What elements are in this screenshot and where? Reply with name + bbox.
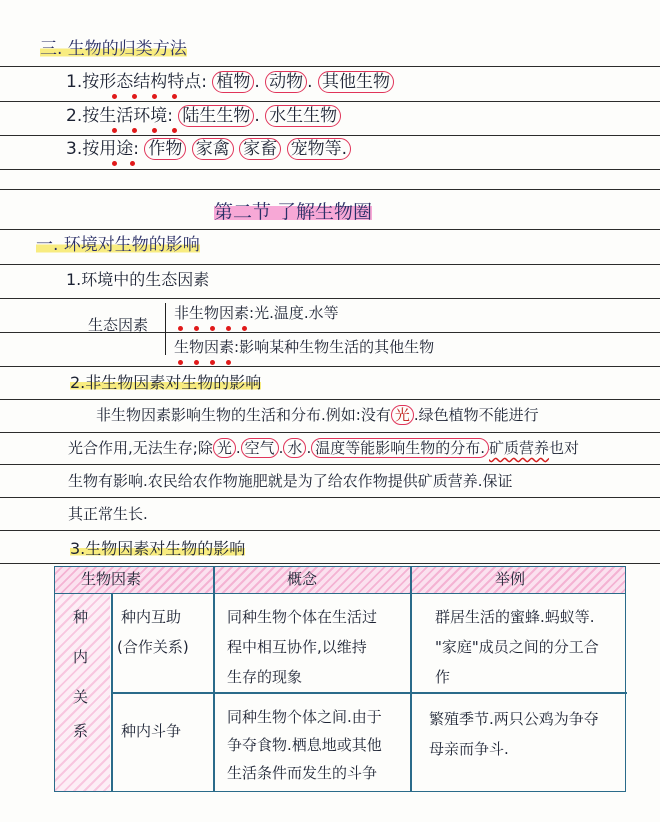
item1-animal: 动物 — [265, 71, 307, 93]
item2-dots — [112, 128, 192, 134]
sec3-item1: 1.按形态结构特点: 植物 . 动物 . 其他生物 — [66, 74, 394, 91]
group-char-4: 系 — [73, 722, 89, 740]
para-l1c: .绿色植物不能进行 — [413, 406, 539, 424]
item3-dots — [112, 161, 162, 167]
para-water: 水 — [283, 438, 306, 458]
row2-name: 种内斗争 — [121, 722, 182, 740]
header-example: 举例 — [495, 570, 526, 588]
row2-concept-1: 同种生物个体之间.由于 — [227, 708, 382, 726]
group-char-3: 关 — [73, 688, 89, 706]
row1-example-3: 作 — [435, 668, 451, 686]
item1-dots — [112, 94, 232, 100]
para-line4: 其正常生长. — [68, 505, 148, 523]
row1-example-2: "家庭"成员之间的分工合 — [435, 638, 599, 656]
row1-concept-2: 程中相互协作,以维持 — [227, 638, 367, 656]
para-l2a: 光合作用,无法生存;除 — [68, 439, 213, 457]
para-l2e: 温度等能影响生物的分布. — [311, 438, 489, 458]
group-char-1: 种 — [73, 608, 89, 626]
row2-example-1: 繁殖季节.两只公鸡为争夺 — [429, 710, 599, 728]
item1-plant: 植物 — [212, 71, 254, 93]
group-char-2: 内 — [73, 648, 89, 666]
sec3-item3 — [66, 141, 351, 158]
biotic-term: 生物因素 — [174, 338, 235, 356]
row1-concept-3: 生存的现象 — [227, 668, 303, 686]
para-light: 光 — [391, 405, 414, 425]
para-light2: 光 — [213, 438, 236, 458]
biotic-desc: :影响某种生物生活的其他生物 — [234, 338, 435, 356]
item3-livestock: 家畜 — [239, 138, 281, 160]
part1-sub1: 1.环境中的生态因素 — [66, 270, 210, 289]
bio-factor-table — [54, 566, 626, 792]
para-line1 — [96, 408, 539, 423]
row2-concept-3: 生活条件而发生的斗争 — [227, 764, 378, 782]
row1-example-1: 群居生活的蜜蜂.蚂蚁等. — [435, 608, 595, 626]
biotic-line — [174, 340, 434, 355]
row1-name: 种内互助 — [121, 608, 182, 626]
item3-pet: 宠物等. — [287, 138, 351, 160]
factor-brace — [165, 303, 172, 355]
item3-prefix: 3.按用途: — [66, 139, 139, 159]
row2-example-2: 母亲而争斗. — [429, 740, 509, 758]
sec3-item2: 2.按生活环境: 陆生生物 . 水生生物 — [66, 108, 341, 125]
section-title: 第二节 了解生物圈 — [214, 201, 373, 223]
para-line2: 光合作用,无法生存;除 光 . 空气 . 水 . 温度等能影响生物的分布. 矿质营养也对 — [68, 439, 580, 457]
item2-water: 水生生物 — [265, 105, 341, 127]
item1-other: 其他生物 — [318, 71, 394, 93]
row1-concept-1: 同种生物个体在生活过 — [227, 608, 378, 626]
part1-sub3: 3.生物因素对生物的影响 — [70, 539, 246, 558]
para-mineral: 矿质营养 — [489, 439, 550, 457]
para-l1a: 非生物因素影响生物的生活和分布.例如:没有 — [96, 406, 391, 424]
sec3-heading: 三. 生物的归类方法 — [40, 39, 187, 59]
row2-concept-2: 争夺食物.栖息地或其他 — [227, 736, 382, 754]
biotic-dots — [178, 360, 242, 366]
abiotic-dots — [178, 326, 258, 332]
part1-sub2: 2.非生物因素对生物的影响 — [70, 373, 262, 392]
row1-name-sub: (合作关系) — [117, 638, 189, 656]
header-concept: 概念 — [287, 570, 318, 588]
abiotic-desc: :光.温度.水等 — [249, 304, 339, 322]
para-air: 空气 — [241, 438, 279, 458]
item2-prefix: 2.按生活环境: — [66, 106, 173, 126]
item3-poultry: 家禽 — [192, 138, 234, 160]
abiotic-term: 非生物因素 — [174, 304, 250, 322]
item3-crop: 作物 — [144, 138, 186, 160]
item2-land: 陆生生物 — [178, 105, 254, 127]
part1-heading: 一. 环境对生物的影响 — [36, 235, 200, 255]
para-l2g: 也对 — [549, 439, 580, 457]
factor-label: 生态因素 — [88, 316, 149, 334]
header-factor: 生物因素 — [81, 570, 142, 588]
item1-prefix: 1.按形态结构特点: — [66, 72, 207, 92]
abiotic-line — [174, 306, 339, 321]
para-line3: 生物有影响.农民给农作物施肥就是为了给农作物提供矿质营养.保证 — [68, 472, 513, 490]
